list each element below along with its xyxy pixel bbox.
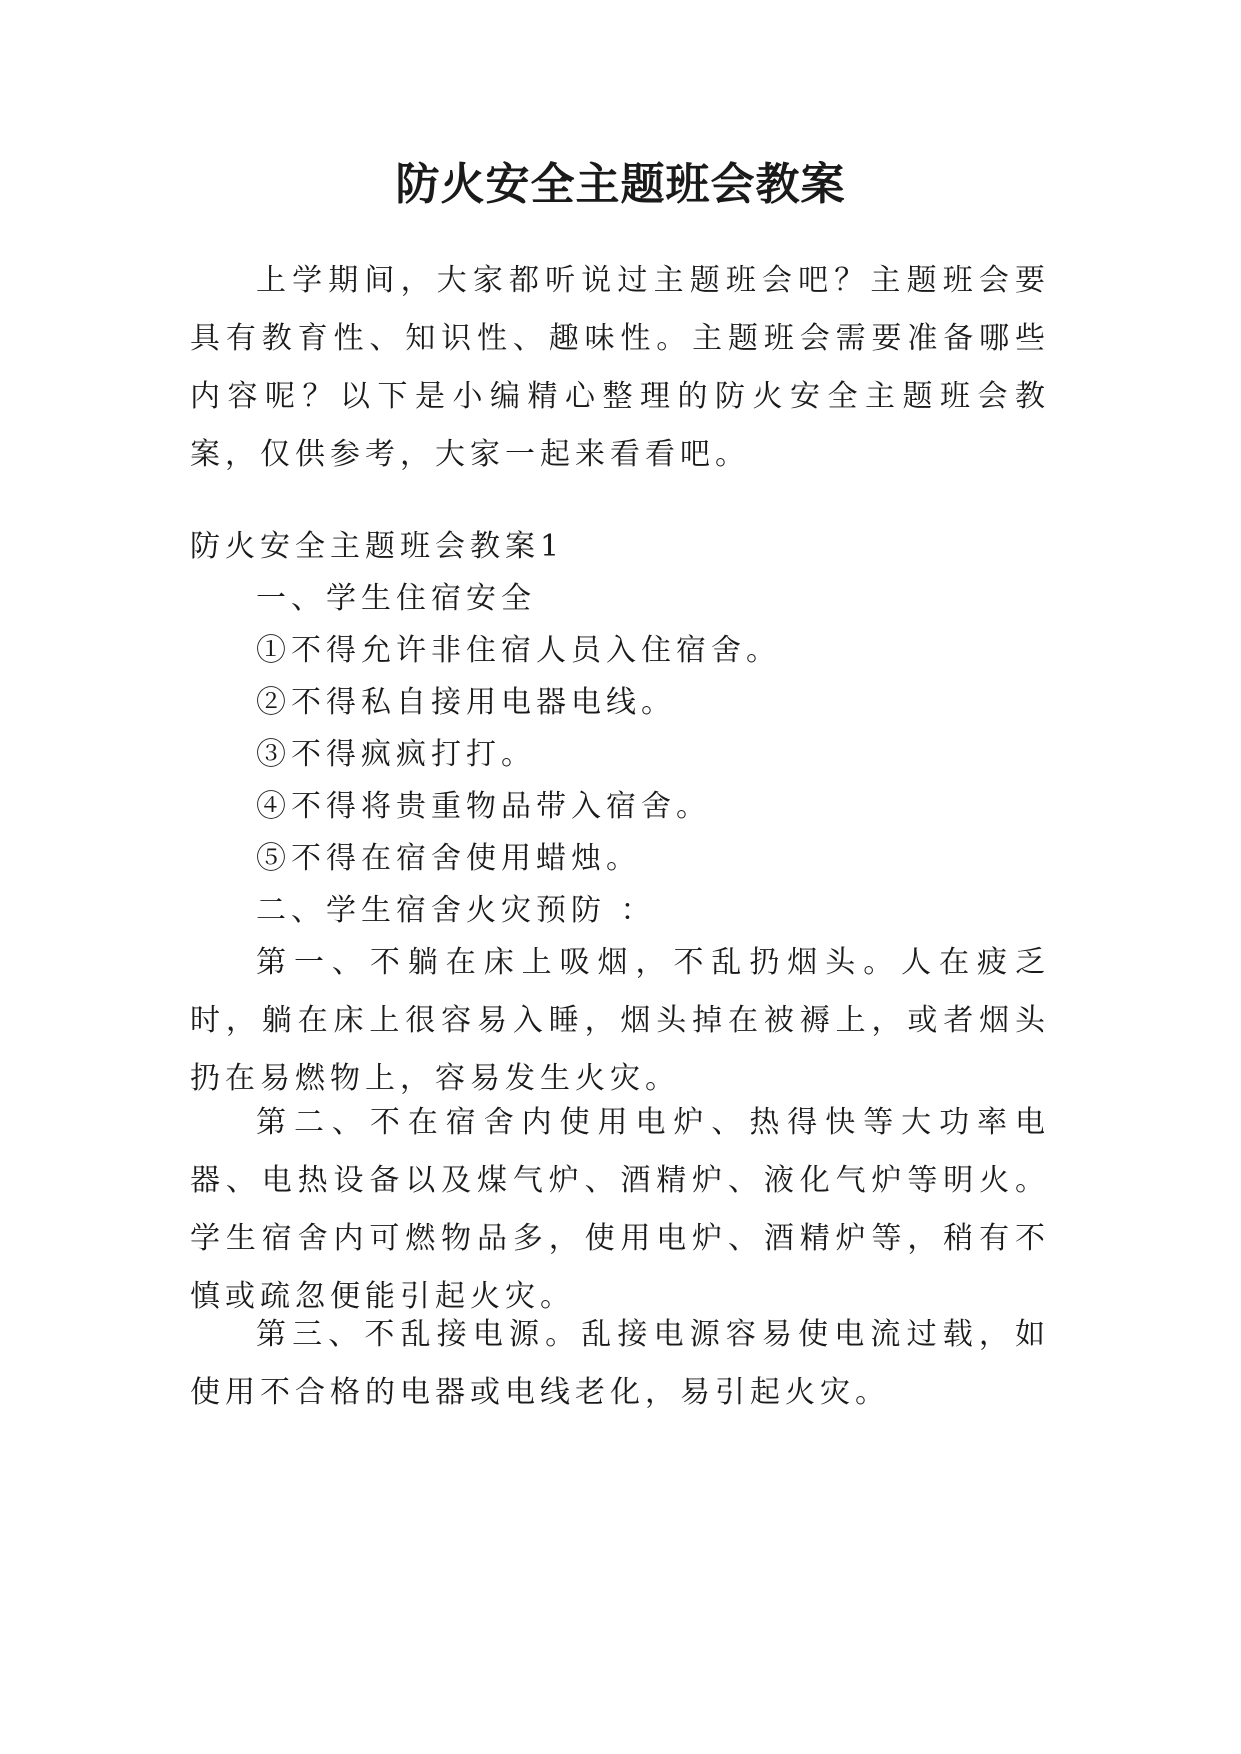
document-title: 防火安全主题班会教案 [395,159,846,210]
rule-item: ①不得允许非住宿人员入住宿舍。 [256,633,781,668]
part2-heading: 二、学生宿舍火灾预防 ： [256,893,656,928]
rule-item: ⑤不得在宿舍使用蜡烛。 [256,841,641,876]
part1-heading: 一、学生住宿安全 [256,581,536,616]
rule-item: ②不得私自接用电器电线。 [256,685,676,720]
body-paragraph: 第二、不在宿舍内使用电炉、热得快等大功率电器、电热设备以及煤气炉、酒精炉、液化气炉等明火。学生宿舍内可燃物品多，使用电炉、酒精炉等，稍有不慎或疏忽便能引起火灾。 [190,1105,1050,1314]
section-heading: 防火安全主题班会教案1 [190,529,565,564]
body-paragraph: 第一、不躺在床上吸烟，不乱扔烟头。人在疲乏时，躺在床上很容易入睡，烟头掉在被褥上，或者烟头扔在易燃物上，容易发生火灾。 [190,945,1050,1096]
rule-item: ④不得将贵重物品带入宿舍。 [256,789,711,824]
intro-paragraph: 上学期间，大家都听说过主题班会吧？主题班会要具有教育性、知识性、趣味性。主题班会需要准备哪些内容呢？以下是小编精心整理的防火安全主题班会教案，仅供参考，大家一起来看看吧。 [190,263,1050,472]
body-paragraph: 第三、不乱接电源。乱接电源容易使电流过载，如使用不合格的电器或电线老化，易引起火灾。 [190,1317,1050,1410]
rule-item: ③不得疯疯打打。 [256,737,536,772]
